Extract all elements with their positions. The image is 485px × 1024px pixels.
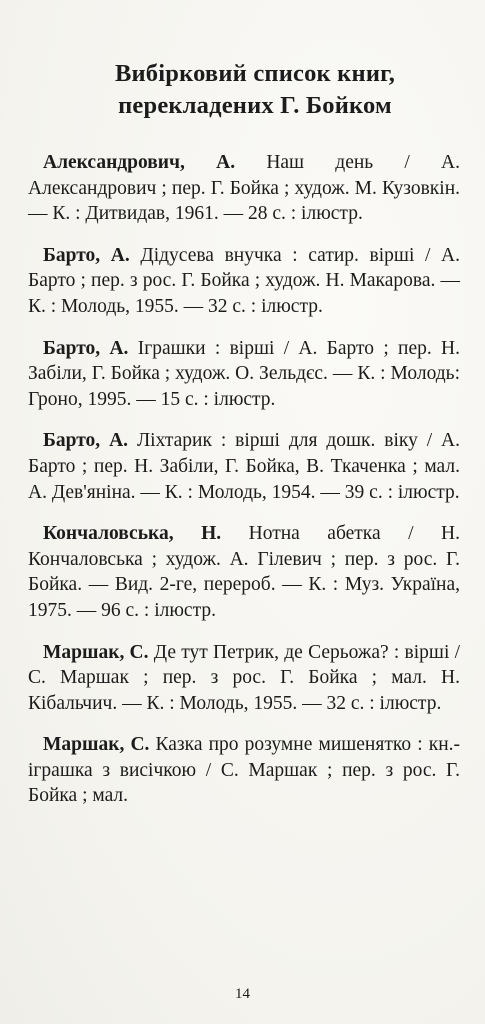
entry-text: Іграшки : вірші / А. Барто ; пер. Н. Забіли, Г. Бойка ; худож. О. Зельдєс. — К. : Молодь: Гроно, 1995. — 15 с. : ілюстр. xyxy=(28,337,461,410)
entry-author: Маршак, С. xyxy=(43,641,149,663)
bibliography-entry xyxy=(28,521,460,623)
entry-text: Дідусева внучка : сатир. вірші / А. Барто ; пер. з рос. Г. Бойка ; худож. Н. Макарова. — К. : Молодь, 1955. — 32 с. : ілюстр. xyxy=(28,244,460,317)
entry-text: Наш день / А. Александрович ; пер. Г. Бойка ; худож. М. Кузовкін. — К. : Дитвидав, 1961. — 28 с. : ілюстр. xyxy=(28,152,460,225)
bibliography-entry xyxy=(28,428,460,505)
title-line-2: перекладених Г. Бойком xyxy=(118,92,392,119)
entry-author: Барто, А. xyxy=(43,244,130,266)
entry-text: Ліхтарик : вірші для дошк. віку / А. Барто ; пер. Н. Забіли, Г. Бойка, В. Ткаченка ; мал. А. Дев'яніна. — К. : Молодь, 1954. — 39 с. : ілюстр. xyxy=(28,430,461,503)
title-line-1: Вибірковий список книг, xyxy=(114,60,396,87)
entry-author: Барто, А. xyxy=(43,430,129,452)
bibliography-entry xyxy=(28,336,460,413)
page-number: 14 xyxy=(235,986,250,1002)
entry-text: Де тут Петрик, де Серьожа? : вірші / С. Маршак ; пер. з рос. Г. Бойка ; мал. Н. Кібальчич. — К. : Молодь, 1955. — 32 с. : ілюстр. xyxy=(28,641,461,714)
entry-text: Нотна абетка / Н. Кончаловська ; худож. А. Гілевич ; пер. з рос. Г. Бойка. — Вид. 2-ге, перероб. — К. : Муз. Україна, 1975. — 96 с. : ілюстр. xyxy=(28,523,460,621)
bibliography-list xyxy=(28,150,460,825)
entry-author: Александрович, А. xyxy=(43,152,236,173)
entry-text: Казка про розумне мишенятко : кн.-іграшка з висічкою / С. Маршак ; пер. з рос. Г. Бойка ; мал. xyxy=(28,734,461,807)
entry-author: Кончаловська, Н. xyxy=(43,523,222,545)
bibliography-entry xyxy=(28,640,460,717)
bibliography-entry xyxy=(28,732,460,809)
entry-author: Маршак, С. xyxy=(43,734,150,756)
page-title xyxy=(40,58,470,122)
entry-author: Барто, А. xyxy=(43,337,129,359)
bibliography-entry xyxy=(28,150,460,227)
bibliography-entry xyxy=(28,243,460,320)
